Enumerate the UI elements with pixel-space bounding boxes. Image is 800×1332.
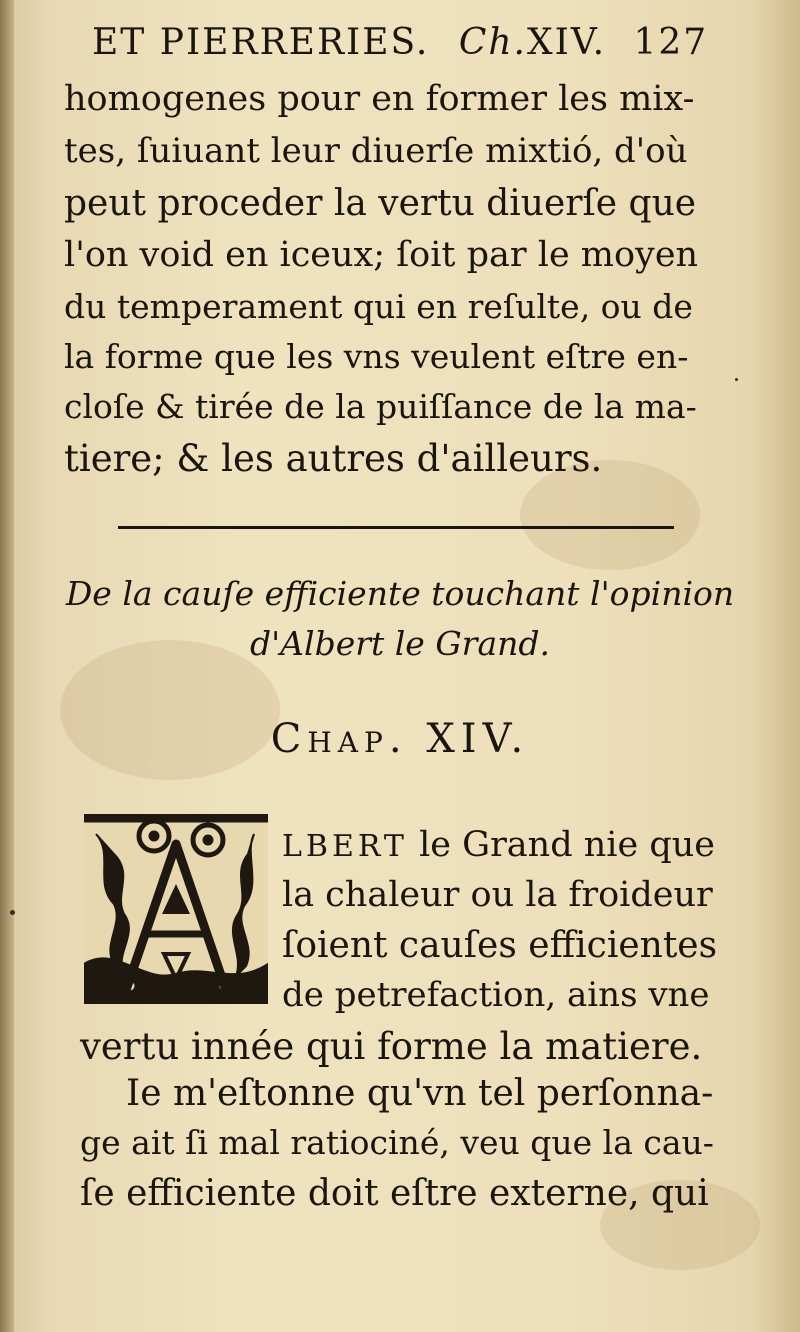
section-divider xyxy=(118,526,674,529)
text-line-content: la chaleur ou la froideur xyxy=(282,875,713,915)
text-line-content: vertu innée qui forme la matiere. xyxy=(80,1025,703,1068)
text-line-content: peut proceder la vertu diuerſe que xyxy=(64,183,697,224)
text-line xyxy=(64,337,698,376)
text-line xyxy=(64,79,698,119)
chapter-number: XIV. xyxy=(426,716,530,762)
text-line xyxy=(282,975,718,1015)
text-line-content: de petrefaction, ains vne xyxy=(282,975,710,1015)
text-line-content: la forme que les vns veulent eſtre en- xyxy=(64,337,689,376)
text-line xyxy=(282,825,718,865)
text-line-content: cloſe & tirée de la puiſſance de la ma- xyxy=(64,387,697,426)
text-line xyxy=(282,925,718,966)
text-line-content: Ie m'eſtonne qu'vn tel perſonna- xyxy=(126,1073,714,1114)
section-heading-line-2: d'Albert le Grand. xyxy=(249,624,550,663)
text-line-content: tes, ſuiuant leur diuerſe mixtió, d'où xyxy=(64,131,688,171)
page-number: 127 xyxy=(633,22,709,63)
text-line-content: l'on void en iceux; ſoit par le moyen xyxy=(64,235,699,275)
text-line xyxy=(64,131,698,171)
ink-speck xyxy=(735,378,738,381)
initial-word-caps: LBERT xyxy=(282,829,408,864)
text-line-content: ſoient cauſes efficientes xyxy=(282,925,718,966)
text-line-content: ſe efficiente doit eſtre externe, qui xyxy=(80,1173,709,1214)
text-line xyxy=(64,437,698,480)
text-line xyxy=(64,287,698,326)
text-line xyxy=(64,235,699,275)
chapter-label: Chap. xyxy=(270,716,408,762)
text-line xyxy=(282,875,718,915)
text-line-content: homogenes pour en former les mix- xyxy=(64,79,695,119)
text-line-content: le Grand nie que xyxy=(419,825,715,865)
running-head-chapter-abbrev: Ch. xyxy=(458,22,528,63)
running-head-title: ET PIERRERIES. xyxy=(92,22,430,63)
text-line xyxy=(126,1073,720,1114)
text-line-content: tiere; & les autres d'ailleurs. xyxy=(64,437,603,480)
text-line-content: ge ait ſi mal ratiociné, veu que la cau- xyxy=(80,1123,714,1162)
decorated-initial-a xyxy=(84,814,268,1004)
ink-speck xyxy=(10,910,15,915)
text-line xyxy=(80,1173,720,1214)
text-line-content: du temperament qui en reſulte, ou de xyxy=(64,287,693,326)
text-line xyxy=(80,1025,720,1068)
text-line xyxy=(80,1123,720,1162)
text-line xyxy=(64,183,698,224)
page-gutter-edge xyxy=(0,0,14,1332)
text-line xyxy=(64,387,698,426)
section-heading-line-1: De la cauſe efficiente touchant l'opinion xyxy=(65,574,735,613)
chapter-heading xyxy=(0,716,800,762)
running-head-chapter-number: XIV. xyxy=(527,22,607,63)
running-head-chapter xyxy=(459,22,606,63)
running-head xyxy=(92,22,712,63)
